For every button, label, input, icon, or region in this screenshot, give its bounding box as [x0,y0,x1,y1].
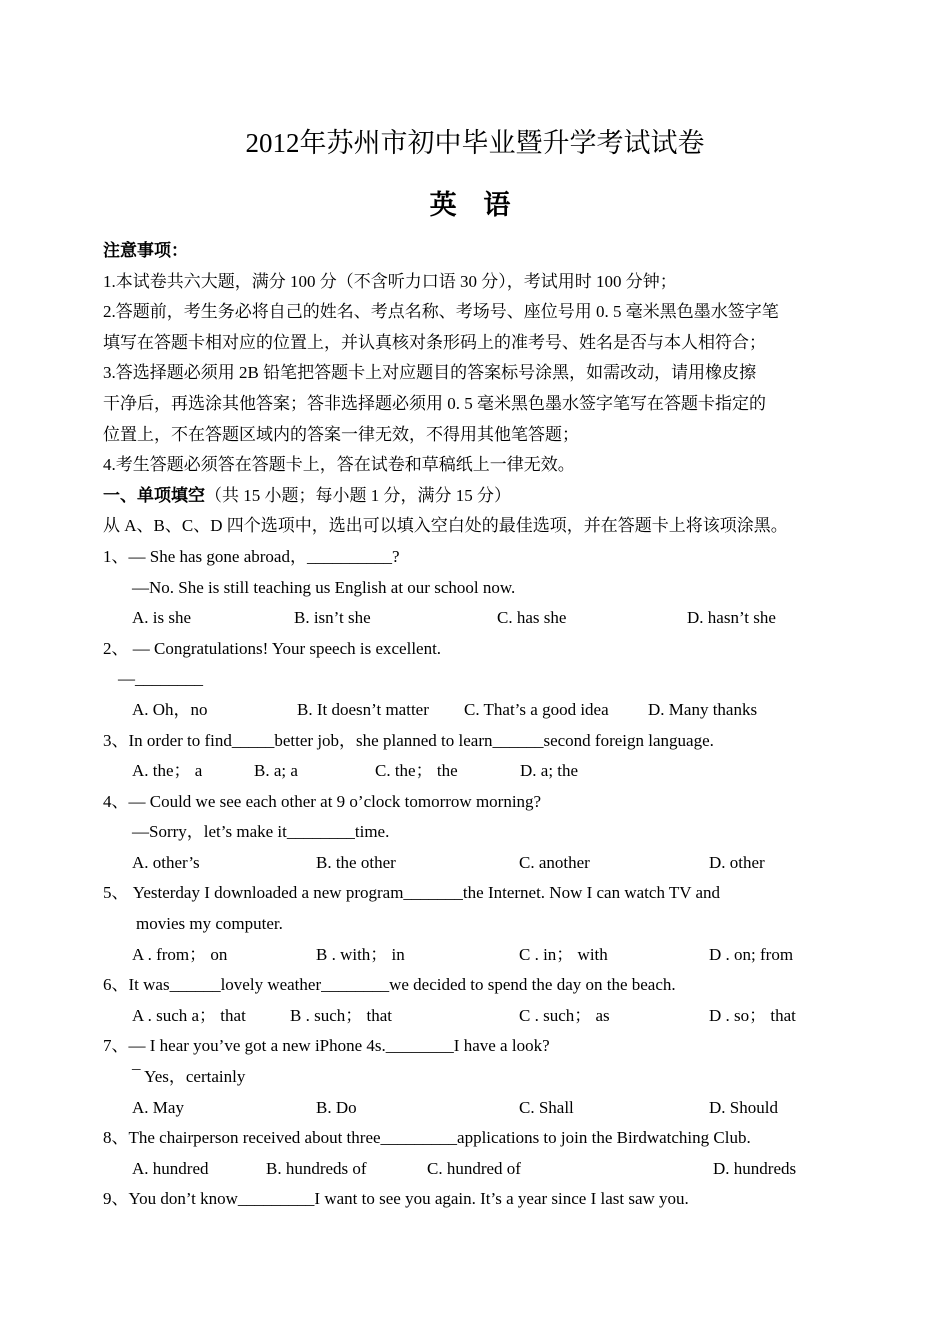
option-c: C. Shall [519,1097,574,1117]
option-c: C . such； as [519,1005,610,1025]
exam-body [103,236,863,1215]
notice-line-3b: 干净后，再选涂其他答案；答非选择题必须用 0. 5 毫米黑色墨水签字笔写在答题卡指定的 [103,393,766,413]
question-6-options [103,1001,863,1032]
option-d: D . so； that [709,1005,796,1025]
notice-heading: 注意事项： [103,241,188,260]
question-4-options [103,848,863,879]
question-7-reply: ¯ Yes，certainly [132,1067,246,1087]
question-3-options [103,756,863,787]
notice-line-3a: 3.答选择题必须用 2B 铅笔把答题卡上对应题目的答案标号涂黑，如需改动，请用橡皮擦 [103,363,757,383]
section-score: （共 15 小题；每小题 1 分，满分 15 分） [205,485,511,505]
question-7-options [103,1093,863,1124]
option-a: A . from； on [132,944,228,964]
option-b: B. It doesn’t matter [297,699,429,719]
option-a: A. is she [132,608,192,628]
question-1-stem: 1、— She has gone abroad，__________? [103,546,400,566]
option-c: C. hundred of [427,1158,521,1178]
question-2-reply: —________ [118,669,203,689]
question-6-stem: 6、It was______lovely weather________we decided to spend the day on the beach. [103,975,676,995]
question-2-stem: 2、 — Congratulations! Your speech is excellent. [103,638,442,658]
option-b: B . with； in [316,944,405,964]
question-1-reply: —No. She is still teaching us English at our school now. [132,577,516,597]
option-b: B. Do [316,1097,357,1117]
option-a: A. the； a [132,761,203,781]
question-9-stem: 9、You don’t know_________I want to see you again. It’s a year since I last saw you. [103,1189,689,1209]
exam-title: 2012年苏州市初中毕业暨升学考试试卷 [245,128,705,158]
option-d: D. Should [709,1097,778,1117]
option-b: B. the other [316,852,396,872]
section-instruction: 从 A、B、C、D 四个选项中，选出可以填入空白处的最佳选项，并在答题卡上将该项涂黑。 [103,516,788,536]
question-4-reply: —Sorry，let’s make it________time. [132,822,390,842]
option-b: B. a; a [254,761,298,781]
option-d: D. hundreds [713,1158,797,1178]
option-a: A. Oh，no [132,699,208,719]
option-a: A . such a； that [132,1005,246,1025]
notice-line-2b: 填写在答题卡相对应的位置上，并认真核对条形码上的准考号、姓名是否与本人相符合； [103,332,766,352]
question-8-stem: 8、The chairperson received about three_________applications to join the Birdwatching Club. [103,1128,751,1148]
option-c: C. has she [497,608,567,628]
option-b: B. isn’t she [294,608,371,628]
option-d: D. Many thanks [648,699,758,719]
option-b: B . such； that [290,1005,392,1025]
notice-line-1: 1.本试卷共六大题，满分 100 分（不含听力口语 30 分），考试用时 100 分钟； [103,271,677,291]
option-b: B. hundreds of [266,1158,367,1178]
question-5-continuation: movies my computer. [136,914,283,934]
option-d: D . on; from [709,944,794,964]
subject-title: 英 语 [429,190,521,220]
option-c: C. the； the [375,761,458,781]
notice-line-3c: 位置上，不在答题区域内的答案一律无效，不得用其他笔答题； [103,424,579,444]
section-title: 一、单项填空 [103,485,205,505]
question-1-options [103,603,863,634]
option-c: C. another [519,852,590,872]
question-5-stem: 5、 Yesterday I downloaded a new program_______the Internet. Now I can watch TV and [103,883,721,903]
option-c: C. That’s a good idea [464,699,609,719]
question-8-options [103,1154,863,1185]
question-2-options [103,695,863,726]
option-a: A. May [132,1097,184,1117]
option-a: A. hundred [132,1158,209,1178]
option-d: D. other [709,852,765,872]
notice-line-4: 4.考生答题必须答在答题卡上，答在试卷和草稿纸上一律无效。 [103,455,575,475]
question-5-options [103,940,863,971]
question-7-stem: 7、— I hear you’ve got a new iPhone 4s.________I have a look? [103,1036,550,1056]
question-3-stem: 3、In order to find_____better job，she planned to learn______second foreign language. [103,730,714,750]
option-a: A. other’s [132,852,200,872]
option-d: D. hasn’t she [687,608,776,628]
option-c: C . in； with [519,944,608,964]
section-heading [103,481,863,512]
option-d: D. a; the [520,761,579,781]
notice-line-2a: 2.答题前，考生务必将自己的姓名、考点名称、考场号、座位号用 0. 5 毫米黑色墨水签字笔 [103,302,779,322]
question-4-stem: 4、— Could we see each other at 9 o’clock tomorrow morning? [103,791,542,811]
